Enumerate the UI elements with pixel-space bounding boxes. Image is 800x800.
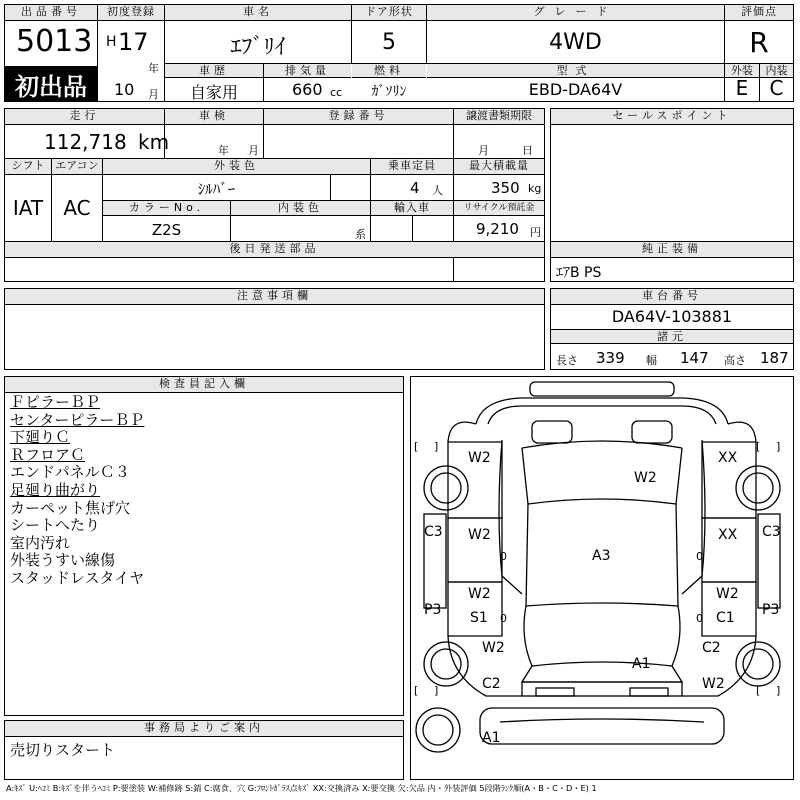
transfer-label: 譲渡書類期限 — [454, 109, 544, 125]
mark-right-door-side: C3 — [762, 524, 781, 540]
sales-points-label: セールスポイント — [551, 109, 793, 125]
load: 350 — [491, 179, 520, 197]
interior-label: 内装 — [760, 64, 793, 78]
recycle: 9,210 — [476, 220, 519, 238]
parts-label: 後日発送部品 — [5, 242, 544, 258]
door-label: ドア形状 — [352, 5, 426, 21]
car-name-label: 車名 — [165, 5, 351, 21]
displacement-label: 排気量 — [264, 64, 351, 78]
mark-roof: A3 — [592, 548, 611, 564]
mark-left-rear-quarter: W2 — [482, 640, 505, 656]
mark-left-c2: C2 — [482, 676, 501, 692]
mark-right-c1: C1 — [716, 610, 735, 626]
mark-rr-bracket: [ — [756, 684, 761, 697]
height-label: 高さ — [724, 354, 746, 367]
height: 187 — [760, 349, 789, 367]
model-label: 型式 — [427, 64, 724, 78]
mark-left-zero-1: 0 — [500, 550, 507, 563]
import-label: 輸入車 — [371, 201, 453, 216]
displacement-unit: cc — [330, 86, 343, 99]
chassis-label: 車台番号 — [551, 289, 793, 305]
regno-label: 登録番号 — [264, 109, 453, 125]
inspector-note: 下廻りＣ — [10, 428, 71, 447]
history-label: 車歴 — [165, 64, 263, 78]
reg-year: 17 — [118, 28, 149, 56]
chassis-number: DA64V-103881 — [611, 307, 733, 326]
office-message: 売切りスタート — [10, 741, 116, 759]
fuel: ｶﾞｿﾘﾝ — [371, 84, 407, 100]
mark-rl-bracket: [ — [414, 684, 419, 697]
colorno: Z2S — [151, 221, 182, 239]
capacity: 4 — [410, 179, 420, 197]
mark-fl-bracket: [ — [414, 440, 419, 453]
load-unit: kg — [528, 182, 542, 195]
score: R — [749, 26, 769, 59]
color: ｼﾙﾊﾞｰ — [197, 180, 236, 198]
reg-month-unit: 月 — [148, 88, 159, 101]
mark-right-zero-1: 0 — [696, 550, 703, 563]
mark-right-rear-quarter: C2 — [702, 640, 721, 656]
grade: 4WD — [549, 30, 602, 55]
capacity-label: 乗車定員 — [371, 159, 453, 175]
mileage-unit: km — [138, 130, 170, 154]
mark-hood: W2 — [634, 470, 657, 486]
mark-rr-bracket-r: ] — [776, 684, 781, 697]
interior-grade: C — [769, 76, 784, 100]
inspector-note: 外装うすい線傷 — [10, 551, 116, 570]
length-label: 長さ — [556, 354, 578, 367]
fuel-label: 燃料 — [352, 64, 426, 78]
mark-fr-bracket: [ — [756, 440, 761, 453]
mark-left-front-door: W2 — [468, 527, 491, 543]
first-listing-label: 初出品 — [15, 73, 87, 101]
mark-rl-bracket-r: ] — [434, 684, 439, 697]
load-label: 最大積載量 — [454, 159, 544, 175]
car-name: ｴﾌﾞﾘｲ — [230, 35, 286, 60]
transfer-day: 日 — [522, 144, 533, 157]
mark-right-front-door: XX — [718, 527, 738, 543]
color-label: 外装色 — [103, 159, 370, 175]
inspection-month: 月 — [248, 144, 259, 157]
dims-label: 諸元 — [551, 330, 793, 344]
displacement: 660 — [292, 80, 323, 99]
grade-label: グレード — [427, 5, 724, 21]
inspector-note: スタッドレスタイヤ — [10, 568, 145, 587]
interior-color-suffix: 系 — [355, 228, 366, 241]
history: 自家用 — [189, 83, 238, 102]
office-label: 事務局よりご案内 — [5, 721, 403, 737]
mark-left-front-fender: W2 — [468, 450, 491, 466]
score-label: 評価点 — [725, 5, 793, 21]
exterior-grade: E — [735, 76, 749, 100]
capacity-unit: 人 — [432, 184, 443, 197]
lot-number-label: 出品番号 — [5, 5, 97, 21]
inspector-note: カーペット焦げ穴 — [10, 498, 131, 517]
length: 339 — [596, 349, 625, 367]
mark-left-slide-door: W2 — [468, 586, 491, 602]
mark-left-door-side: C3 — [424, 524, 443, 540]
genuine-equipment: ｴｱB PS — [556, 265, 602, 281]
mark-fl-bracket-r: ] — [434, 440, 439, 453]
model: EBD-DA64V — [528, 80, 623, 99]
reg-date-label: 初度登録 — [98, 5, 164, 21]
reg-year-unit: 年 — [148, 62, 159, 75]
inspector-note: シートへたり — [10, 516, 101, 535]
mark-left-s1: S1 — [470, 610, 488, 626]
ac-label: エアコン — [52, 159, 102, 175]
inspector-notes — [10, 394, 400, 588]
mark-left-p3: P3 — [424, 602, 442, 618]
shift: IAT — [12, 196, 44, 220]
door-count: 5 — [382, 30, 396, 55]
exterior-label: 外装 — [725, 64, 759, 78]
mark-right-w2-rear: W2 — [702, 676, 725, 692]
mark-right-slide-door: W2 — [716, 586, 739, 602]
colorno-label: カラーNo. — [103, 201, 230, 216]
mark-right-front-fender: XX — [718, 450, 738, 466]
ac: AC — [63, 196, 91, 220]
inspection-year: 年 — [218, 144, 229, 157]
mark-rear-bumper: A1 — [482, 730, 501, 746]
reg-month: 10 — [114, 80, 135, 99]
mark-rear-gate: A1 — [632, 656, 651, 672]
inspector-note: エンドパネルＣ３ — [10, 463, 130, 482]
inspector-note: センターピラーＢＰ — [10, 410, 145, 429]
mileage-label: 走行 — [5, 109, 164, 125]
lot-number: 5013 — [16, 24, 93, 59]
caution-label: 注意事項欄 — [5, 289, 544, 305]
width: 147 — [680, 349, 709, 367]
inspector-note: 室内汚れ — [10, 533, 71, 552]
mark-right-p3: P3 — [762, 602, 780, 618]
transfer-month: 月 — [478, 144, 489, 157]
genuine-label: 純正装備 — [551, 242, 793, 258]
recycle-unit: 円 — [530, 226, 541, 239]
car-damage-diagram — [410, 376, 794, 780]
inspector-label: 検査員記入欄 — [5, 377, 403, 393]
reg-era: H — [106, 34, 117, 50]
inspector-note: ＦピラーＢＰ — [10, 393, 101, 411]
interior-color-label: 内装色 — [231, 201, 370, 216]
width-label: 幅 — [646, 354, 657, 367]
inspector-note: ＲフロアＣ — [10, 445, 86, 464]
inspector-note: 足廻り曲がり — [10, 480, 101, 499]
inspection-label: 車検 — [165, 109, 263, 125]
shift-label: シフト — [5, 159, 51, 175]
recycle-label: リサイクル預託金 — [454, 201, 544, 216]
mileage: 112,718 — [44, 130, 127, 154]
legend: A:ｷｽﾞ U:ﾍｺﾐ B:ｷｽﾞを伴うﾍｺﾐ P:要塗装 W:補修跡 S:錆 C:腐食、穴 G:ﾌﾛﾝﾄｶﾞﾗｽ点ｷｽﾞ XX:交換済み X:要交換 欠:欠品 内・外装評価 5段階ﾗﾝｸ順(A・B・C・D・E) 1 — [6, 783, 597, 793]
mark-left-zero-2: 0 — [500, 612, 507, 625]
mark-fr-bracket-r: ] — [776, 440, 781, 453]
mark-right-zero-2: 0 — [696, 612, 703, 625]
